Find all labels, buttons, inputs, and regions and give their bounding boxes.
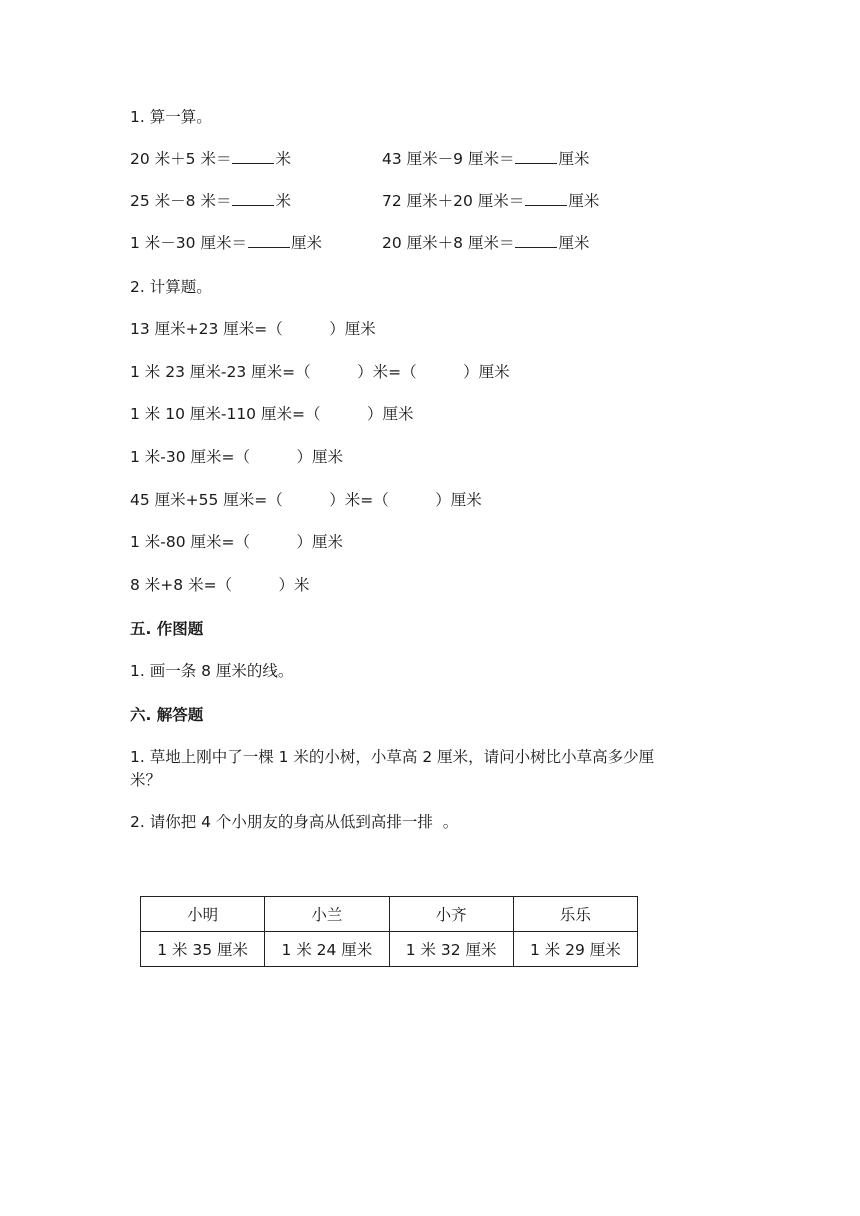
q2-item: 1 米-30 厘米=（ ）厘米	[130, 448, 344, 466]
answer-blank[interactable]	[515, 149, 557, 164]
q2-item: 1 米 10 厘米-110 厘米=（ ）厘米	[130, 405, 414, 423]
expression: 72 厘米＋20 厘米＝	[382, 192, 525, 210]
section6-q1-line1: 1. 草地上刚中了一棵 1 米的小树，小草高 2 厘米，请问小树比小草高多少厘	[130, 748, 655, 766]
height-cell: 1 米 32 厘米	[389, 932, 513, 967]
name-cell: 小明	[141, 897, 265, 932]
height-cell: 1 米 24 厘米	[265, 932, 389, 967]
q2-item: 45 厘米+55 厘米=（ ）米=（ ）厘米	[130, 491, 482, 509]
answer-blank[interactable]	[525, 191, 567, 206]
answer-blank[interactable]	[248, 233, 290, 248]
q2-title: 2. 计算题。	[130, 278, 212, 296]
unit: 米	[275, 192, 291, 210]
heights-table	[140, 896, 638, 967]
answer-blank[interactable]	[515, 233, 557, 248]
expression: 20 厘米＋8 厘米＝	[382, 234, 515, 252]
section6-q2: 2. 请你把 4 个小朋友的身高从低到高排一排 。	[130, 813, 459, 831]
q1-row2-right	[382, 191, 599, 211]
q2-item: 13 厘米+23 厘米=（ ）厘米	[130, 320, 376, 338]
unit: 米	[275, 150, 291, 168]
q2-item: 8 米+8 米=（ ）米	[130, 576, 310, 594]
expression: 1 米－30 厘米＝	[130, 234, 247, 252]
height-cell: 1 米 29 厘米	[513, 932, 637, 967]
answer-blank[interactable]	[232, 191, 274, 206]
q2-item: 1 米 23 厘米-23 厘米=（ ）米=（ ）厘米	[130, 363, 510, 381]
unit: 厘米	[290, 234, 322, 252]
expression: 25 米－8 米＝	[130, 192, 232, 210]
height-cell: 1 米 35 厘米	[141, 932, 265, 967]
expression: 43 厘米－9 厘米＝	[382, 150, 515, 168]
table-row-names	[141, 897, 638, 932]
q1-row2-left	[130, 191, 291, 211]
q2-item: 1 米-80 厘米=（ ）厘米	[130, 533, 344, 551]
expression: 20 米＋5 米＝	[130, 150, 232, 168]
table-row-heights	[141, 932, 638, 967]
q1-row1-right	[382, 149, 589, 169]
name-cell: 乐乐	[513, 897, 637, 932]
answer-blank[interactable]	[232, 149, 274, 164]
q1-row3-left	[130, 233, 322, 253]
unit: 厘米	[558, 234, 590, 252]
q1-title: 1. 算一算。	[130, 108, 212, 126]
section5-q1: 1. 画一条 8 厘米的线。	[130, 662, 294, 680]
section5-heading: 五. 作图题	[130, 620, 204, 638]
name-cell: 小齐	[389, 897, 513, 932]
unit: 厘米	[568, 192, 600, 210]
section6-q1-line2: 米？	[130, 771, 162, 789]
unit: 厘米	[558, 150, 590, 168]
q1-row3-right	[382, 233, 589, 253]
section6-heading: 六. 解答题	[130, 706, 204, 724]
q1-row1-left	[130, 149, 291, 169]
name-cell: 小兰	[265, 897, 389, 932]
